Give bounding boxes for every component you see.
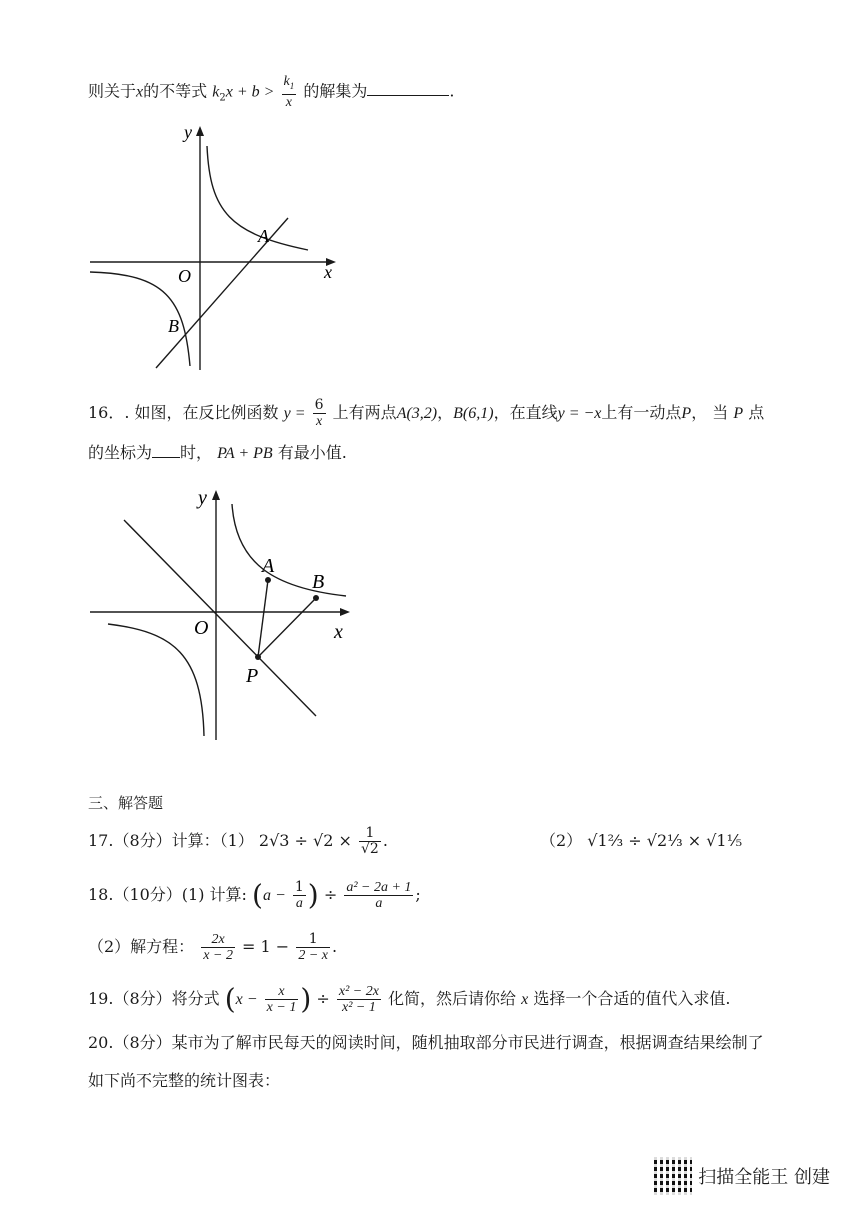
answer-blank[interactable]: [367, 95, 449, 96]
q17-part2: （2） √1⅔ ÷ √2⅓ × √1⅕: [540, 831, 743, 850]
q17-fraction: $\frac{1}{√2}$: [361, 825, 379, 857]
y-arrow: [212, 490, 220, 500]
segment-pa: [258, 580, 268, 657]
q20-line1: 20.（8分）某市为了解市民每天的阅读时间，随机抽取部分市民进行调查，根据调查结果绘制了: [88, 1033, 764, 1052]
point-b: [313, 595, 319, 601]
q15-line: 则关于x的不等式 $k_2x + b$ > $\frac{k_1}{x}$ 的解集为 .: [88, 74, 455, 110]
q18-fraction-1: $\frac{1}{a}$: [294, 879, 304, 911]
label-a: A: [262, 555, 275, 577]
label-p: P: [246, 665, 259, 687]
y-arrow: [196, 126, 204, 136]
q16-line1: 16．. 如图，在反比例函数 y = $\frac{6}{x}$ 上有两点A(3,2)，B(6,1)，在直线y = −x上有一动点P， 当 P 点: [88, 397, 765, 429]
label-o: O: [178, 266, 191, 286]
q19-fraction-2: $\frac{\text{x² − 2x}}{\text{x² − 1}}$: [338, 984, 379, 1015]
q15-fraction: $\frac{k_1}{x}$: [283, 74, 295, 110]
line-y-neg-x: [124, 520, 316, 716]
x-arrow: [340, 608, 350, 616]
q18-fraction-4: $\frac{1}{2 - x}$: [298, 931, 328, 963]
label-y: y: [198, 487, 207, 509]
qr-code-icon: [654, 1157, 692, 1195]
segment-pb: [258, 598, 316, 657]
label-o: O: [194, 617, 209, 639]
point-a: [265, 577, 271, 583]
q18-line2: （2）解方程： $\frac{2x}{x - 2}$ = 1 − $\frac{1}{2 - x}$ .: [88, 931, 338, 963]
point-p: [255, 654, 261, 660]
label-x: x: [324, 262, 332, 282]
q19-line: 19.（8分）将分式 (x − $\frac{x}{x - 1}$ ) ÷ $\frac{\text{x² − 2x}}{\text{x² − 1}}$ 化简，然后请你给 x 选择一个合适的值代入求值.: [88, 982, 731, 1016]
q18-fraction-3: $\frac{2x}{x - 2}$: [203, 932, 233, 963]
graph-1: [80, 122, 340, 372]
graph-2: [84, 484, 364, 744]
label-a: A: [258, 226, 269, 246]
q20-line2: 如下尚不完整的统计图表：: [88, 1071, 281, 1090]
label-y: y: [184, 122, 192, 142]
label-x: x: [334, 621, 343, 643]
q19-fraction-1: $\frac{x}{x - 1}$: [266, 984, 297, 1015]
q16-line2: 的坐标为 时， PA + PB 有最小值.: [88, 443, 347, 462]
label-b: B: [168, 316, 179, 336]
section-heading: 三、解答题: [88, 794, 164, 812]
q16-fraction: $\frac{6}{x}$: [314, 397, 324, 429]
q18-line1: 18.（10分）(1) 计算: (a − $\frac{1}{a}$ ) ÷ $\frac{\text{a² − 2a + 1}}{a}$ ;: [88, 878, 421, 912]
hyperbola-branch-1: [232, 504, 346, 596]
label-b: B: [312, 571, 325, 593]
q18-fraction-2: $\frac{\text{a² − 2a + 1}}{a}$: [346, 880, 412, 911]
scanner-watermark: 扫描全能王 创建: [654, 1157, 830, 1195]
q17-line: 17.（8分）计算：（1） 2√3 ÷ √2 × $\frac{1}{√2}$ .: [88, 825, 388, 857]
answer-blank[interactable]: [152, 457, 180, 458]
hyperbola-branch-2: [108, 624, 204, 736]
